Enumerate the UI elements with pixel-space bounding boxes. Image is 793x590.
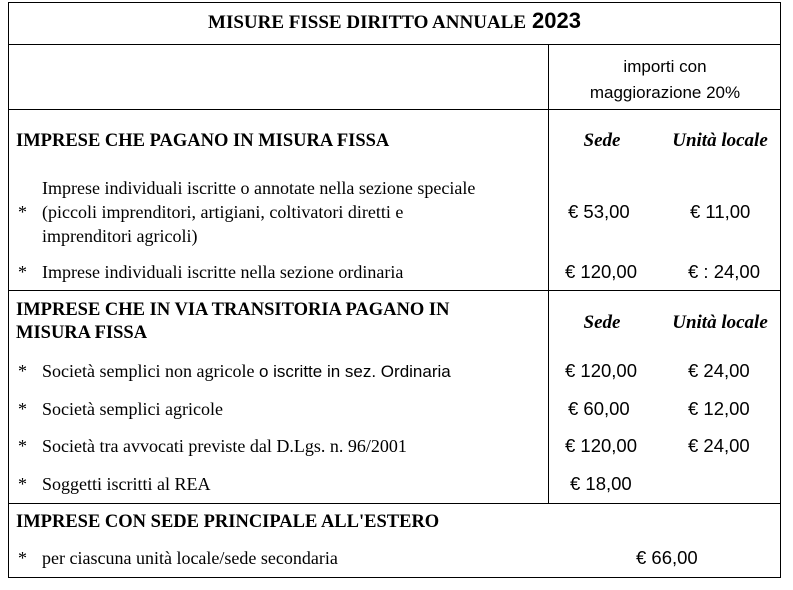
row-3-bullet: * [18, 361, 27, 381]
row-7-text: per ciascuna unità locale/sede secondaria [42, 548, 338, 568]
row-2-bullet: * [18, 262, 27, 282]
divider-title [8, 44, 781, 45]
section-2-heading-line-2: MISURA FISSA [16, 323, 148, 343]
title-text: MISURE FISSE DIRITTO ANNUALE [208, 12, 527, 33]
header-note-line-2: maggiorazione 20% [589, 83, 741, 102]
row-3-sede-amount: € 120,00 [565, 360, 638, 381]
row-1-sede-amount: € 53,00 [568, 201, 630, 222]
row-3-text-main: Società semplici non agricole [42, 361, 259, 381]
row-7-amount: € 66,00 [636, 547, 698, 568]
row-5-bullet: * [18, 436, 27, 456]
section-3-heading: IMPRESE CON SEDE PRINCIPALE ALL'ESTERO [16, 512, 440, 532]
section-2-col-sede: Sede [583, 312, 621, 333]
header-note-line-1: importi con [623, 57, 707, 76]
divider-section-2 [8, 503, 781, 504]
row-1-bullet: * [18, 202, 27, 222]
column-divider [548, 44, 549, 503]
row-1-unita-amount: € 11,00 [690, 201, 751, 222]
divider-section-1 [8, 290, 781, 291]
row-5-unita-amount: € 24,00 [688, 435, 750, 456]
row-2-text: Imprese individuali iscritte nella sezione ordinaria [42, 262, 404, 282]
section-1-col-unita: Unità locale [672, 130, 768, 151]
row-3-unita-amount: € 24,00 [688, 360, 750, 381]
divider-header [8, 109, 781, 110]
row-1-text-line-3: imprenditori agricoli) [42, 226, 198, 246]
section-2-col-unita: Unità locale [672, 312, 768, 333]
header-note [549, 54, 781, 106]
section-1-heading: IMPRESE CHE PAGANO IN MISURA FISSA [16, 131, 390, 151]
row-6-text: Soggetti iscritti al REA [42, 474, 211, 494]
row-2-unita-amount: € : 24,00 [688, 261, 761, 282]
row-2-sede-amount: € 120,00 [565, 261, 638, 282]
row-1-text-line-1: Imprese individuali iscritte o annotate nella sezione speciale [42, 178, 476, 198]
row-1-text-line-2: (piccoli imprenditori, artigiani, coltivatori diretti e [42, 202, 404, 222]
row-5-sede-amount: € 120,00 [565, 435, 638, 456]
section-1-col-sede: Sede [583, 130, 621, 151]
row-4-unita-amount: € 12,00 [688, 398, 750, 419]
row-4-text: Società semplici agricole [42, 399, 223, 419]
row-4-bullet: * [18, 399, 27, 419]
row-4-sede-amount: € 60,00 [568, 398, 630, 419]
row-5-text: Società tra avvocati previste dal D.Lgs. n. 96/2001 [42, 436, 407, 456]
row-6-sede-amount: € 18,00 [570, 473, 632, 494]
row-3-text [42, 359, 451, 384]
title-year: 2023 [532, 8, 581, 33]
page-title [8, 6, 781, 38]
row-3-text-suffix: o iscritte in sez. Ordinaria [258, 362, 451, 381]
section-2-heading-line-1: IMPRESE CHE IN VIA TRANSITORIA PAGANO IN [16, 300, 450, 320]
row-6-bullet: * [18, 474, 27, 494]
row-7-bullet: * [18, 548, 27, 568]
